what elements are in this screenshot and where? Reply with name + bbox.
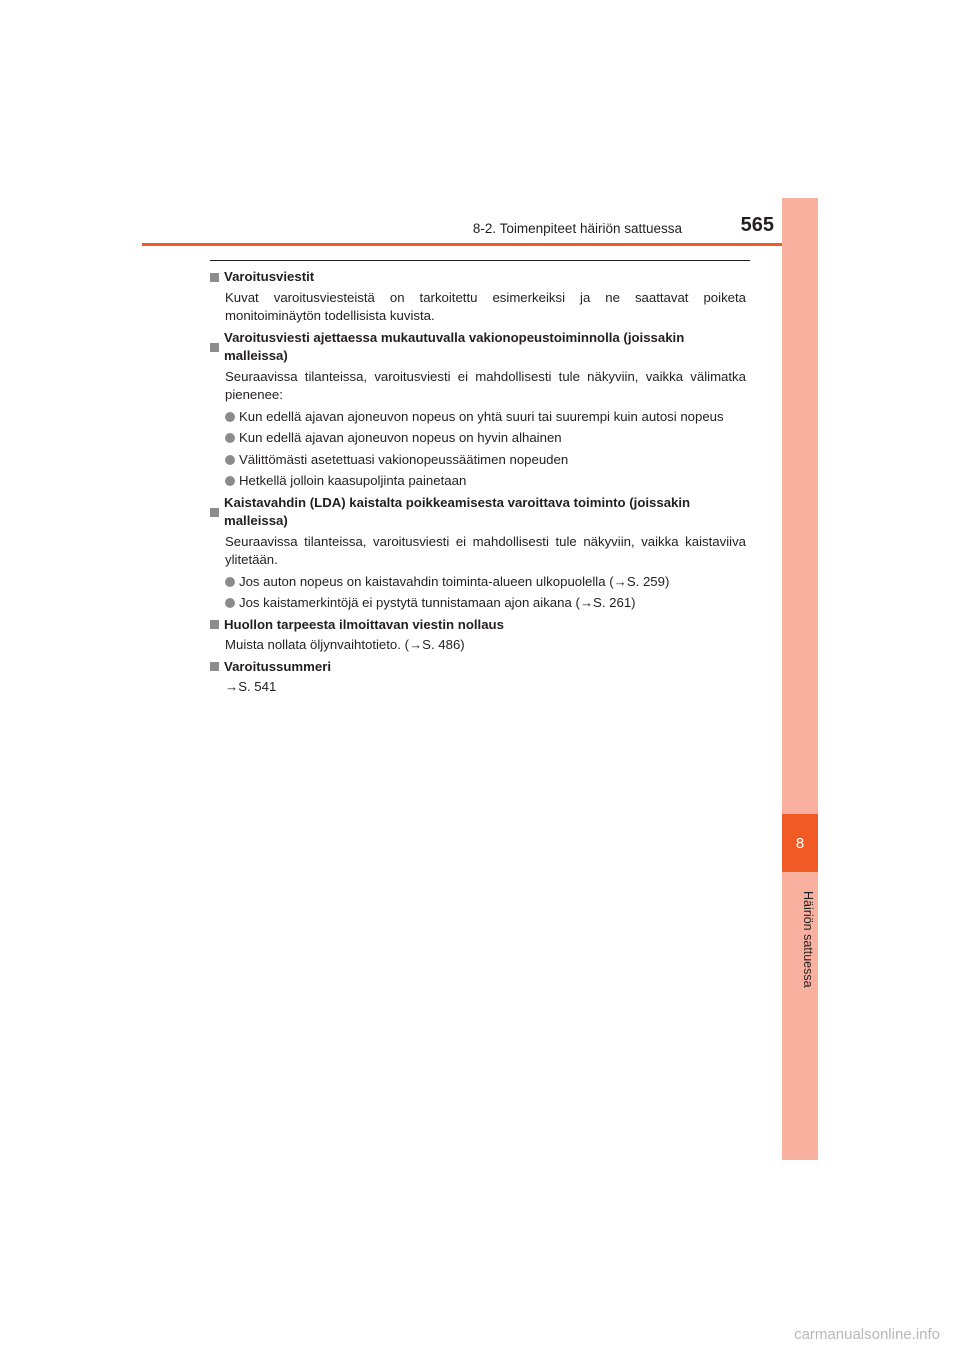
circle-bullet-icon xyxy=(225,598,235,608)
side-tab xyxy=(782,198,818,1160)
list-item xyxy=(225,573,746,592)
section-paragraph: Muista nollata öljynvaihtotieto. (→S. 486) xyxy=(225,637,465,652)
square-bullet-icon xyxy=(210,343,219,352)
section-maintenance-reset xyxy=(210,616,746,655)
list-item-text: Jos auton nopeus on kaistavahdin toiminta-alueen ulkopuolella (→S. 259) xyxy=(239,573,670,589)
section-paragraph: Kuvat varoitusviesteistä on tarkoitettu esimerkeiksi ja ne saattavat poiketa monitoiminäytön todellisista kuvista. xyxy=(225,289,746,323)
content-rule xyxy=(210,260,750,261)
section-paragraph: Seuraavissa tilanteissa, varoitusviesti ei mahdollisesti tule näkyviin, vaikka kaistaviiva ylitetään. xyxy=(225,533,746,567)
square-bullet-icon xyxy=(210,662,219,671)
section-warning-buzzer xyxy=(210,658,746,697)
footer-watermark: carmanualsonline.info xyxy=(794,1326,940,1343)
section-title-text: Huollon tarpeesta ilmoittavan viestin nollaus xyxy=(224,616,504,632)
section-title-text: Kaistavahdin (LDA) kaistalta poikkeamisesta varoittava toiminto (joissakin malleissa) xyxy=(224,494,691,528)
list-item xyxy=(225,408,746,427)
square-bullet-icon xyxy=(210,273,219,282)
section-title xyxy=(210,268,746,287)
list-item xyxy=(225,451,746,470)
header-section-title: 8-2. Toimenpiteet häiriön sattuessa xyxy=(472,221,682,236)
square-bullet-icon xyxy=(210,508,219,517)
content-body xyxy=(210,268,746,700)
section-warning-messages xyxy=(210,268,746,326)
section-lda-warning xyxy=(210,494,746,613)
section-title xyxy=(210,329,746,366)
list-item-text: Jos kaistamerkintöjä ei pystytä tunnistamaan ajon aikana (→S. 261) xyxy=(239,595,636,610)
list-item-text: Välittömästi asetettuasi vakionopeussäätimen nopeuden xyxy=(239,451,569,467)
section-title xyxy=(210,616,746,635)
circle-bullet-icon xyxy=(225,412,235,422)
circle-bullet-icon xyxy=(225,455,235,465)
section-title xyxy=(210,658,746,677)
section-title-text: Varoitusviestit xyxy=(224,269,315,284)
side-tab-chapter-number: 8 xyxy=(782,814,818,872)
circle-bullet-icon xyxy=(225,433,235,443)
side-tab-chapter-label: Häiriön sattuessa xyxy=(801,890,815,988)
section-paragraph: Seuraavissa tilanteissa, varoitusviesti ei mahdollisesti tule näkyviin, vaikka välimatka pienenee: xyxy=(225,368,746,402)
header-rule xyxy=(142,243,818,246)
list-item-text: Kun edellä ajavan ajoneuvon nopeus on hyvin alhainen xyxy=(239,430,562,445)
section-acc-warning xyxy=(210,329,746,491)
page-number: 565 xyxy=(740,214,774,236)
list-item xyxy=(225,472,746,491)
list-item-text: Hetkellä jolloin kaasupoljinta painetaan xyxy=(239,473,467,488)
section-paragraph: →S. 541 xyxy=(225,679,277,694)
section-title-text: Varoitussummeri xyxy=(224,658,332,674)
circle-bullet-icon xyxy=(225,476,235,486)
section-title-text: Varoitusviesti ajettaessa mukautuvalla vakionopeustoiminnolla (joissakin malleissa) xyxy=(224,329,685,363)
square-bullet-icon xyxy=(210,620,219,629)
list-item xyxy=(225,429,746,448)
list-item-text: Kun edellä ajavan ajoneuvon nopeus on yhtä suuri tai suurempi kuin autosi nopeus xyxy=(239,408,724,424)
list-item xyxy=(225,594,746,613)
circle-bullet-icon xyxy=(225,577,235,587)
section-title xyxy=(210,494,746,531)
